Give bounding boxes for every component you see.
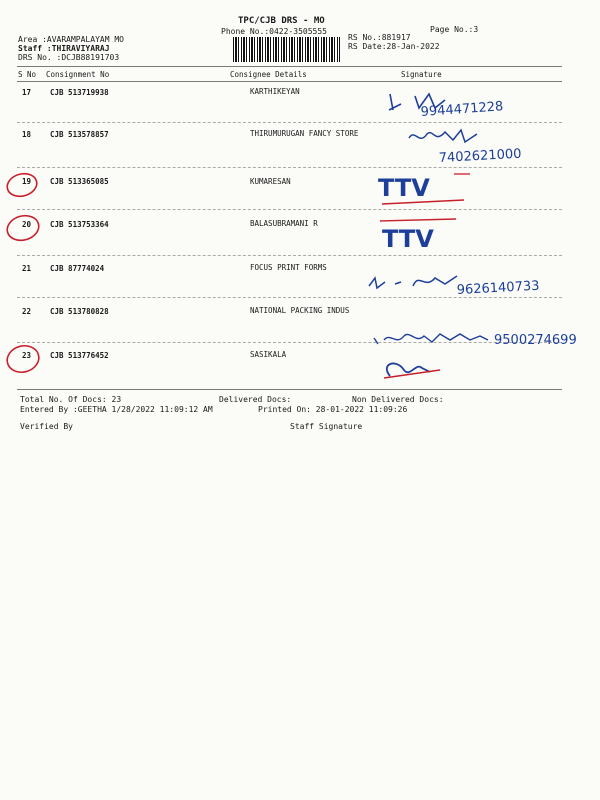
staff-label: Staff :THIRAVIYARAJ bbox=[18, 44, 110, 53]
col-sno: S No bbox=[18, 70, 37, 79]
row-consignment: CJB 513780828 bbox=[50, 307, 109, 316]
rs-number: RS No.:881917 bbox=[348, 33, 411, 42]
total-docs: Total No. Of Docs: 23 bbox=[20, 395, 122, 404]
row-consignee: THIRUMURUGAN FANCY STORE bbox=[250, 129, 359, 138]
svg-text:TTV: TTV bbox=[378, 174, 430, 202]
row-consignment: CJB 513365085 bbox=[50, 177, 109, 186]
red-circle-mark bbox=[4, 342, 42, 376]
page-number: Page No.:3 bbox=[430, 25, 479, 34]
document-title: TPC/CJB DRS - MO bbox=[238, 16, 325, 26]
row-sno: 18 bbox=[22, 130, 32, 139]
staff-signature: Staff Signature bbox=[290, 422, 363, 431]
row-sno: 21 bbox=[22, 264, 32, 273]
row-consignment: CJB 513719938 bbox=[50, 88, 109, 97]
row-sno: 20 bbox=[22, 220, 32, 229]
signature-row-21 bbox=[365, 268, 575, 302]
verified-by: Verified By bbox=[20, 422, 73, 431]
row-consignee: KUMARESAN bbox=[250, 177, 291, 186]
signature-row-20 bbox=[376, 215, 486, 259]
non-delivered-docs: Non Delivered Docs: bbox=[352, 395, 444, 404]
svg-text:9626140733: 9626140733 bbox=[456, 278, 540, 298]
row-divider bbox=[17, 167, 562, 168]
table-bottom-rule bbox=[17, 389, 562, 390]
row-consignee: SASIKALA bbox=[250, 350, 287, 359]
red-circle-mark bbox=[4, 170, 40, 200]
delivered-docs: Delivered Docs: bbox=[219, 395, 292, 404]
row-consignment: CJB 513776452 bbox=[50, 351, 109, 360]
row-consignee: FOCUS PRINT FORMS bbox=[250, 263, 327, 272]
row-sno: 22 bbox=[22, 307, 32, 316]
row-consignment: CJB 513753364 bbox=[50, 220, 109, 229]
svg-text:TTV: TTV bbox=[382, 225, 434, 253]
printed-on: Printed On: 28-01-2022 11:09:26 bbox=[258, 405, 408, 414]
row-consignee: NATIONAL PACKING INDUS bbox=[250, 306, 350, 315]
svg-text:9500274699: 9500274699 bbox=[494, 333, 577, 348]
row-sno: 17 bbox=[22, 88, 32, 97]
row-sno: 19 bbox=[22, 177, 32, 186]
row-consignee: KARTHIKEYAN bbox=[250, 87, 300, 96]
svg-text:7402621000: 7402621000 bbox=[438, 146, 522, 166]
entered-by: Entered By :GEETHA 1/28/2022 11:09:12 AM bbox=[20, 405, 213, 414]
col-signature: Signature bbox=[401, 70, 442, 79]
rs-date: RS Date:28-Jan-2022 bbox=[348, 42, 440, 51]
svg-text:9944471228: 9944471228 bbox=[420, 99, 504, 120]
signature-row-23 bbox=[370, 324, 600, 384]
header-top-rule bbox=[17, 66, 562, 67]
signature-row-19 bbox=[374, 170, 484, 210]
drs-number: DRS No. :DCJB88191703 bbox=[18, 53, 120, 62]
row-sno: 23 bbox=[22, 351, 32, 360]
row-consignment: CJB 87774024 bbox=[50, 264, 105, 273]
row-consignment: CJB 513578857 bbox=[50, 130, 109, 139]
row-divider bbox=[17, 122, 562, 123]
signature-row-18 bbox=[405, 126, 565, 166]
area-label: Area :AVARAMPALAYAM MO bbox=[18, 35, 124, 44]
signature-row-17 bbox=[385, 86, 555, 120]
phone-number: Phone No.:0422-3505555 bbox=[221, 27, 327, 36]
col-consignment: Consignment No bbox=[46, 70, 110, 79]
row-consignee: BALASUBRAMANI R bbox=[250, 219, 318, 228]
barcode bbox=[233, 37, 340, 62]
col-consignee: Consignee Details bbox=[230, 70, 307, 79]
header-bottom-rule bbox=[17, 81, 562, 82]
red-circle-mark bbox=[4, 212, 42, 244]
